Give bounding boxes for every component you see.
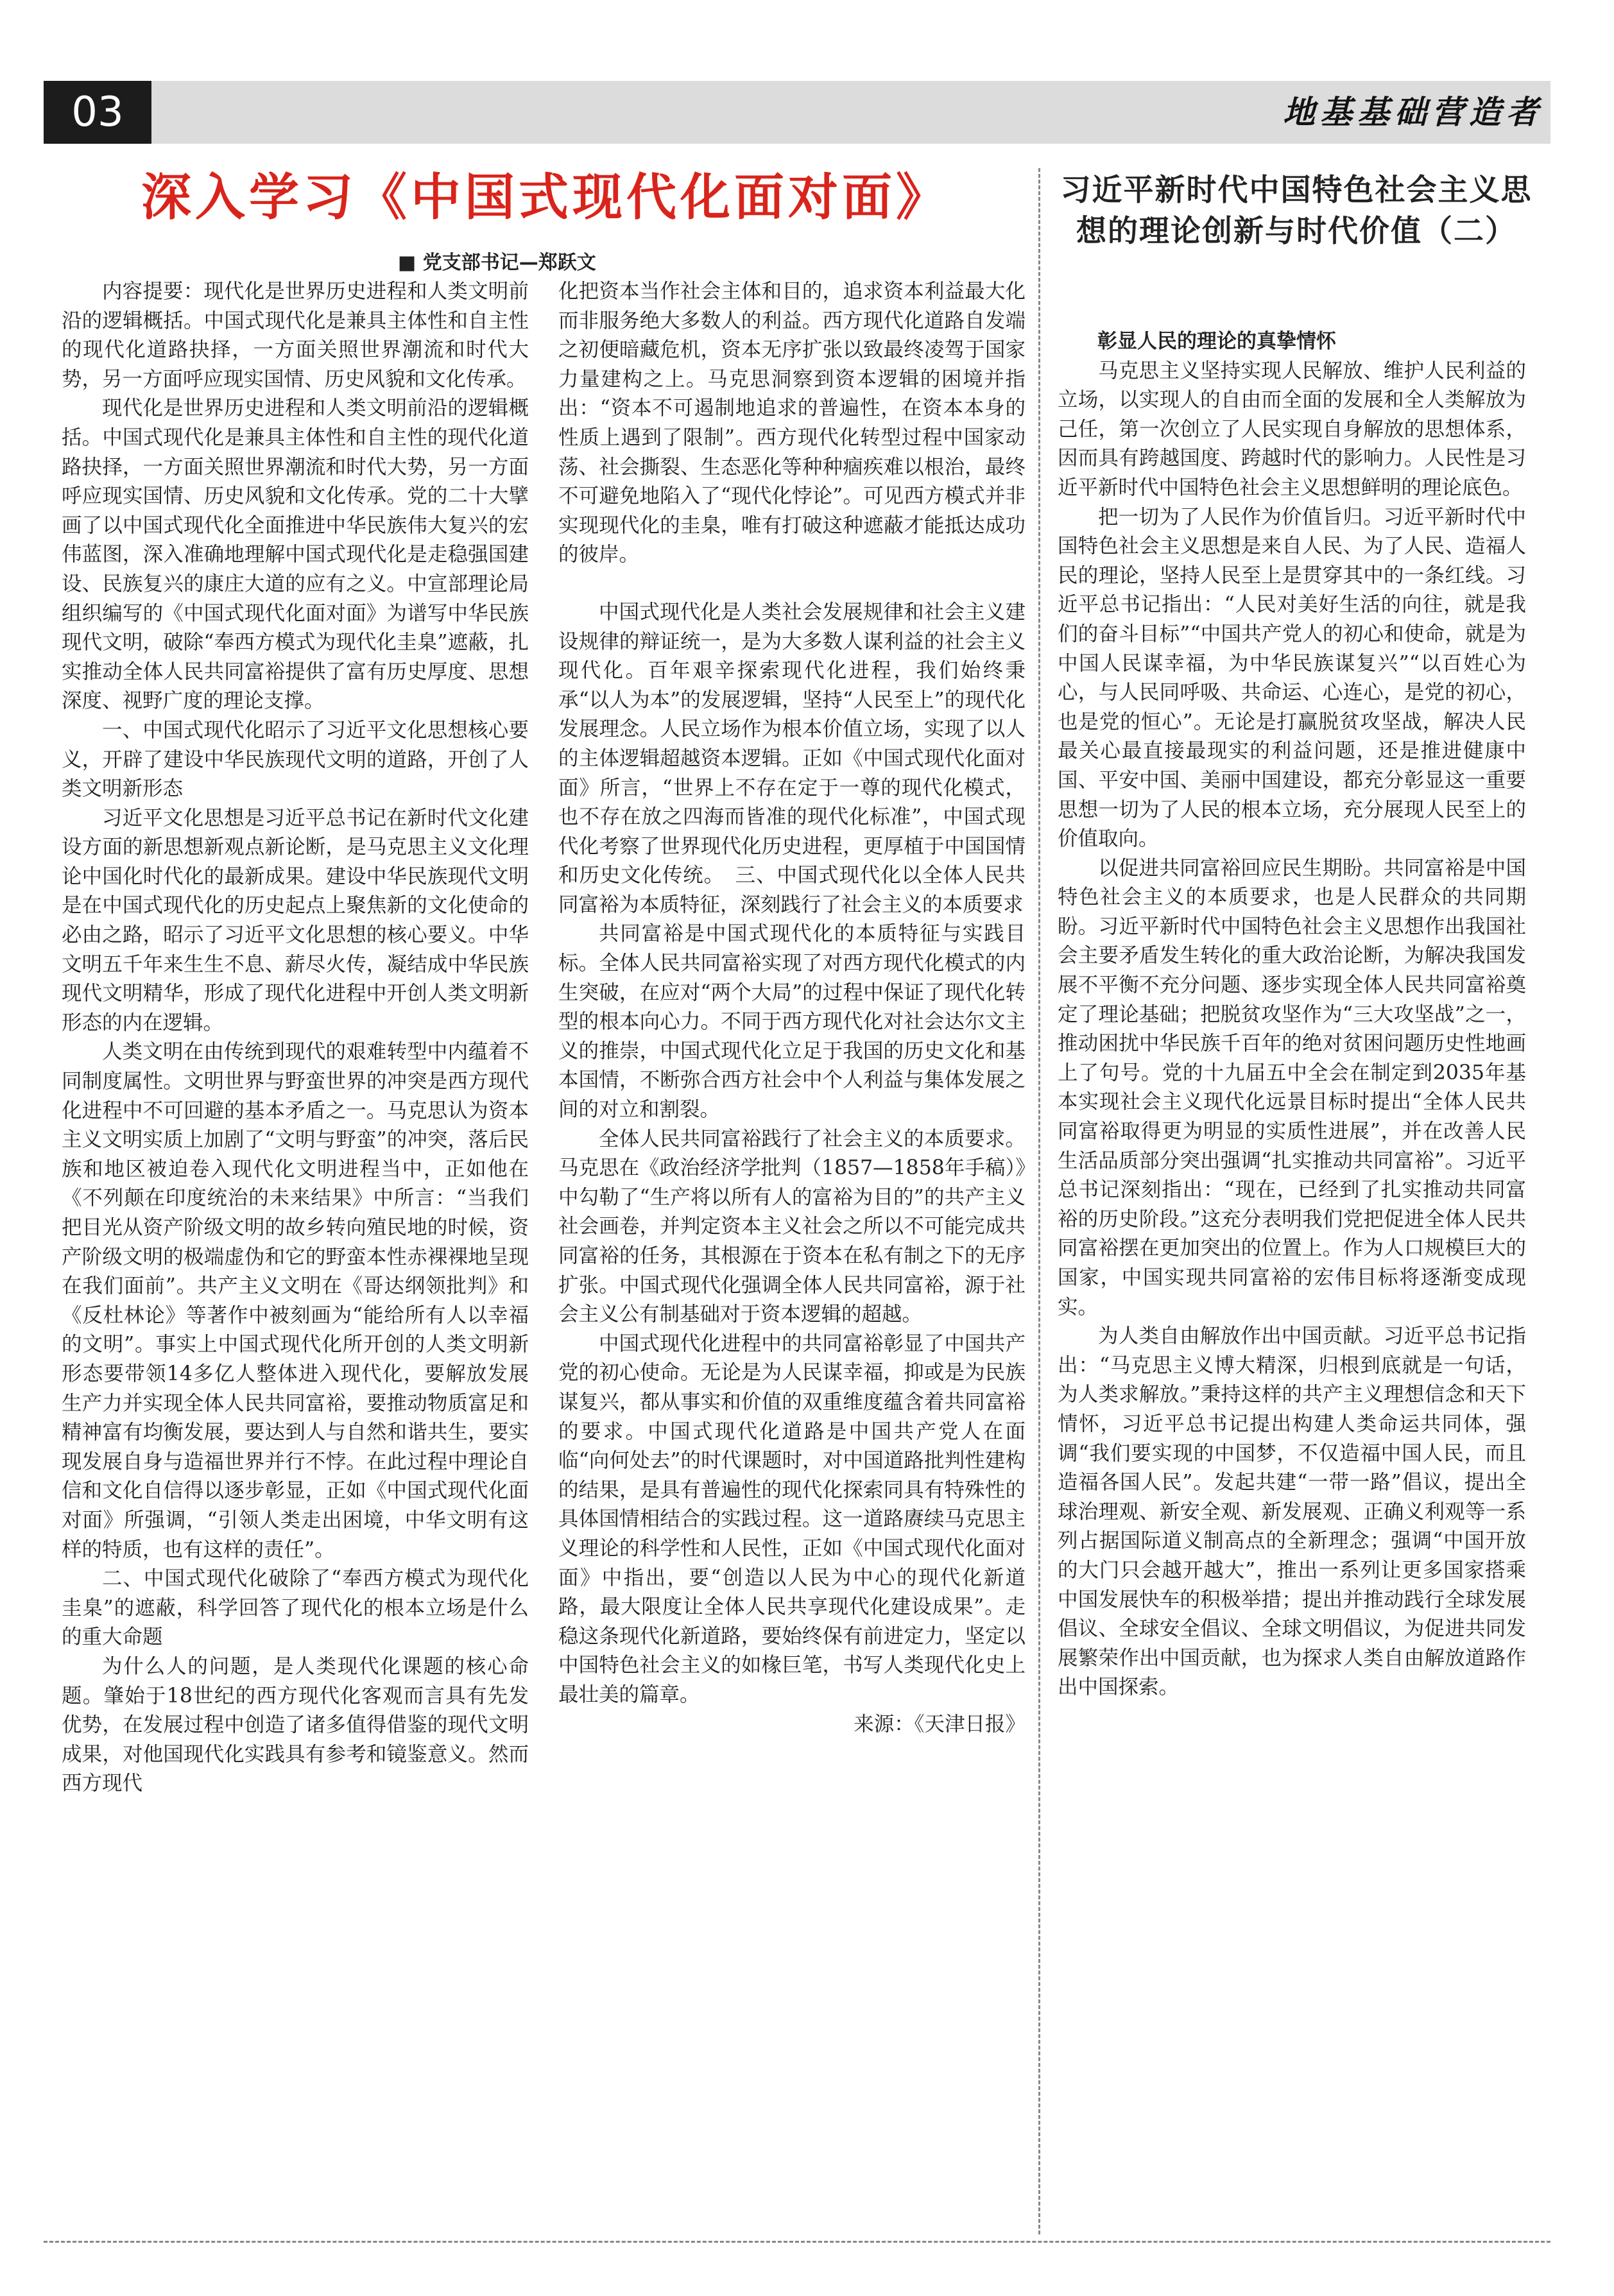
column-divider bbox=[1038, 168, 1040, 2234]
paragraph: 以促进共同富裕回应民生期盼。共同富裕是中国特色社会主义的本质要求，也是人民群众的共同期盼。习近平新时代中国特色社会主义思想作出我国社会主要矛盾发生转化的重大政治论断，为解决我国发展不平衡不充分问题、逐步实现全体人民共同富裕奠定了理论基础；把脱贫攻坚作为“三大攻坚战”之一，推动困扰中华民族千百年的绝对贫困问题历史性地画上了句号。党的十九届五中全会在制定到2035年基本实现社会主义现代化远景目标时提出“全体人民共同富裕取得更为明显的实质性进展”，并在改善人民生活品质部分突出强调“扎实推动共同富裕”。习近平总书记深刻指出：“现在，已经到了扎实推动共同富裕的历史阶段。”这充分表明我们党把促进全体人民共同富裕摆在更加突出的位置上。作为人口规模巨大的国家，中国实现共同富裕的宏伟目标将逐渐变成现实。 bbox=[1058, 856, 1526, 1319]
paragraph: 为人类自由解放作出中国贡献。习近平总书记指出：“马克思主义博大精深，归根到底就是一句话，为人类求解放。”秉持这样的共产主义理想信念和天下情怀，习近平总书记提出构建人类命运共同体，强调“我们要实现的中国梦，不仅造福中国人民，而且造福各国人民”。发起共建“一带一路”倡议，提出全球治理观、新安全观、新发展观、正确义利观等一系列占据国际道义制高点的全新理念；强调“中国开放的大门只会越开越大”，推出一系列让更多国家搭乘中国发展快车的积极举措；提出并推动践行全球发展倡议、全球安全倡议、全球文明倡议，为促进共同发展繁荣作出中国贡献，也为探求人类自由解放道路作出中国探索。 bbox=[1058, 1324, 1526, 1699]
article-byline: ■ 党支部书记—郑跃文 bbox=[398, 252, 596, 274]
sidebar-title: 习近平新时代中国特色社会主义思想的理论创新与时代价值（二） bbox=[1060, 173, 1532, 249]
page-number: 03 bbox=[44, 81, 151, 144]
paragraph: 现代化是世界历史进程和人类文明前沿的逻辑概括。中国式现代化是兼具主体性和自主性的现代化道路抉择，一方面关照世界潮流和时代大势，另一方面呼应现实国情、历史风貌和文化传承。党的二十大擘画了以中国式现代化全面推进中华民族伟大复兴的宏伟蓝图，深入准确地理解中国式现代化是走稳强国建设、民族复兴的康庄大道的应有之义。中宣部理论局组织编写的《中国式现代化面对面》为谱写中华民族现代文明，破除“奉西方模式为现代化圭臬”遮蔽，扎实推动全体人民共同富裕提供了富有历史厚度、思想深度、视野广度的理论支撑。 bbox=[62, 397, 529, 713]
section-heading: 一、中国式现代化昭示了习近平文化思想核心要义，开辟了建设中华民族现代文明的道路，开创了人类文明新形态 bbox=[62, 718, 529, 801]
paragraph: 习近平文化思想是习近平总书记在新时代文化建设方面的新思想新观点新论断，是马克思主义文化理论中国化时代化的最新成果。建设中华民族现代文明是在中国式现代化的历史起点上聚焦新的文化使命的必由之路，昭示了习近平文化思想的核心要义。中华文明五千年来生生不息、薪尽火传，凝结成中华民族现代文明精华，形成了现代化进程中开创人类文明新形态的内在逻辑。 bbox=[62, 806, 529, 1034]
sidebar-column bbox=[1058, 327, 1526, 1702]
paragraph: 中国式现代化是人类社会发展规律和社会主义建设规律的辩证统一，是为大多数人谋利益的社会主义现代化。百年艰辛探索现代化进程，我们始终秉承“以人为本”的发展逻辑，坚持“人民至上”的现代化发展理念。人民立场作为根本价值立场，实现了以人的主体逻辑超越资本逻辑。正如《中国式现代化面对面》所言，“世界上不存在定于一尊的现代化模式，也不存在放之四海而皆准的现代化标准”，中国式现代化考察了世界现代化历史进程，更厚植于中国国情和历史文化传统。 三、中国式现代化以全体人民共同富裕为本质特征，深刻践行了社会主义的本质要求 bbox=[558, 600, 1026, 916]
paragraph: 中国式现代化进程中的共同富裕彰显了中国共产党的初心使命。无论是为人民谋幸福，抑或是为民族谋复兴，都从事实和价值的双重维度蕴含着共同富裕的要求。中国式现代化道路是中国共产党人在面临“向何处去”的时代课题时，对中国道路批判性建构的结果，是具有普遍性的现代化探索同具有特殊性的具体国情相结合的实践过程。这一道路赓续马克思主义理论的科学性和人民性，正如《中国式现代化面对面》中指出，要“创造以人民为中心的现代化新道路，最大限度让全体人民共享现代化建设成果”。走稳这条现代化新道路，要始终保有前进定力，坚定以中国特色社会主义的如椽巨笔，书写人类现代化史上最壮美的篇章。 bbox=[558, 1332, 1026, 1706]
section-heading: 二、中国式现代化破除了“奉西方模式为现代化圭臬”的遮蔽，科学回答了现代化的根本立场是什么的重大命题 bbox=[62, 1567, 529, 1649]
sidebar-subhead: 彰显人民的理论的真挚情怀 bbox=[1097, 330, 1336, 353]
article-column-1 bbox=[62, 277, 529, 1799]
paragraph: 内容提要：现代化是世界历史进程和人类文明前沿的逻辑概括。中国式现代化是兼具主体性和自主性的现代化道路抉择，一方面关照世界潮流和时代大势，另一方面呼应现实国情、历史风貌和文化传承。 bbox=[62, 280, 529, 391]
article-source: 来源：《天津日报》 bbox=[854, 1712, 1026, 1736]
paragraph: 把一切为了人民作为价值旨归。习近平新时代中国特色社会主义思想是来自人民、为了人民、造福人民的理论，坚持人民至上是贯穿其中的一条红线。习近平总书记指出：“人民对美好生活的向往，就是我们的奋斗目标”“中国共产党人的初心和使命，就是为中国人民谋幸福，为中华民族谋复兴”“以百姓心为心，与人民同呼吸、共命运、心连心，是党的初心，也是党的恒心”。无论是打赢脱贫攻坚战，解决人民最关心最直接最现实的利益问题，还是推进健康中国、平安中国、美丽中国建设，都充分彰显这一重要思想一切为了人民的根本立场，充分展现人民至上的价值取向。 bbox=[1058, 505, 1526, 851]
newspaper-title: 地基基础营造者 bbox=[1283, 93, 1543, 131]
paragraph: 为什么人的问题，是人类现代化课题的核心命题。肇始于18世纪的西方现代化客观而言具有先发优势，在发展过程中创造了诸多值得借鉴的现代文明成果，对他国现代化实践具有参考和镜鉴意义。然而西方现代 bbox=[62, 1654, 529, 1795]
paragraph: 共同富裕是中国式现代化的本质特征与实践目标。全体人民共同富裕实现了对西方现代化模式的内生突破，在应对“两个大局”的过程中保证了现代化转型的根本向心力。不同于西方现代化对社会达尔文主义的推崇，中国式现代化立足于我国的历史文化和基本国情，不断弥合西方社会中个人利益与集体发展之间的对立和割裂。 bbox=[558, 922, 1026, 1122]
bottom-divider bbox=[44, 2241, 1550, 2243]
paragraph: 马克思主义坚持实现人民解放、维护人民利益的立场，以实现人的自由而全面的发展和全人类解放为己任，第一次创立了人民实现自身解放的思想体系，因而具有跨越国度、跨越时代的影响力。人民性是习近平新时代中国特色社会主义思想鲜明的理论底色。 bbox=[1058, 359, 1526, 499]
article-column-2 bbox=[558, 277, 1026, 1739]
paragraph: 全体人民共同富裕践行了社会主义的本质要求。马克思在《政治经济学批判（1857—1858年手稿）》中勾勒了“生产将以所有人的富裕为目的”的共产主义社会画卷，并判定资本主义社会之所以不可能完成共同富裕的任务，其根源在于资本在私有制之下的无序扩张。中国式现代化强调全体人民共同富裕，源于社会主义公有制基础对于资本逻辑的超越。 bbox=[558, 1127, 1026, 1326]
paragraph: 化把资本当作社会主体和目的，追求资本利益最大化而非服务绝大多数人的利益。西方现代化道路自发端之初便暗藏危机，资本无序扩张以致最终凌驾于国家力量建构之上。马克思洞察到资本逻辑的困境并指出：“资本不可遏制地追求的普遍性，在资本本身的性质上遇到了限制”。西方现代化转型过程中国家动荡、社会撕裂、生态恶化等种种痼疾难以根治，最终不可避免地陷入了“现代化悖论”。可见西方模式并非实现现代化的圭臬，唯有打破这种遮蔽才能抵达成功的彼岸。 bbox=[558, 280, 1026, 567]
article-title: 深入学习《中国式现代化面对面》 bbox=[141, 168, 950, 227]
paragraph: 人类文明在由传统到现代的艰难转型中内蕴着不同制度属性。文明世界与野蛮世界的冲突是西方现代化进程中不可回避的基本矛盾之一。马克思认为资本主义文明实质上加剧了“文明与野蛮”的冲突，落后民族和地区被迫卷入现代化文明进程当中，正如他在《不列颠在印度统治的未来结果》中所言：“当我们把目光从资产阶级文明的故乡转向殖民地的时候，资产阶级文明的极端虚伪和它的野蛮本性赤裸裸地呈现在我们面前”。共产主义文明在《哥达纲领批判》和《反杜林论》等著作中被刻画为“能给所有人以幸福的文明”。事实上中国式现代化所开创的人类文明新形态要带领14多亿人整体进入现代化，要解放发展生产力并实现全体人民共同富裕，要推动物质富足和精神富有均衡发展，要达到人与自然和谐共生，要实现发展自身与造福世界并行不悖。在此过程中理论自信和文化自信得以逐步彰显，正如《中国式现代化面对面》所强调，“引领人类走出困境，中华文明有这样的特质，也有这样的责任”。 bbox=[62, 1040, 529, 1561]
